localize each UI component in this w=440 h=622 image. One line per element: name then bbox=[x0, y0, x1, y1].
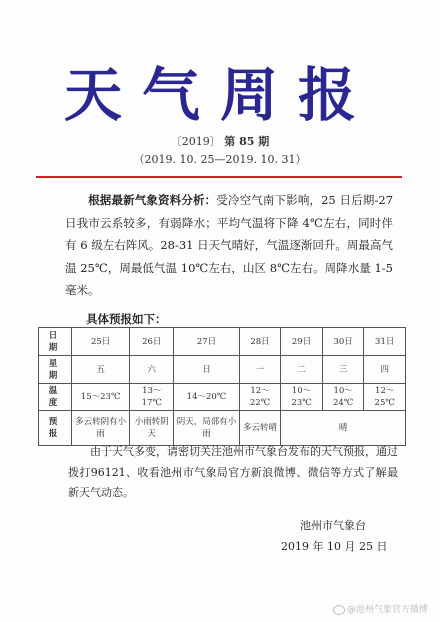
issue-year: 〔2019〕 bbox=[170, 135, 221, 148]
row-label-temp: 温 度 bbox=[39, 384, 72, 411]
table-cell: 10～23℃ bbox=[281, 384, 323, 411]
date-range: （2019. 10. 25—2019. 10. 31） bbox=[133, 153, 307, 166]
table-row-date bbox=[39, 328, 406, 356]
issuer-name: 池州市气象台 bbox=[300, 519, 366, 532]
row-label-date: 日 期 bbox=[39, 328, 72, 356]
table-cell: 29日 bbox=[281, 328, 323, 356]
table-cell: 14～20℃ bbox=[174, 384, 239, 411]
row-label-weekday: 星 期 bbox=[39, 356, 72, 384]
table-cell: 一 bbox=[239, 356, 281, 384]
advisory-note: 由于天气多变，请密切关注池州市气象台发布的天气预报，通过拨打96121、收看池州市气象局官方新浪微博、微信等方式了解最新天气动态。 bbox=[68, 445, 398, 499]
table-cell: 四 bbox=[364, 356, 406, 384]
table-row-forecast bbox=[39, 411, 406, 446]
issue-number: 第 85 期 bbox=[224, 135, 270, 148]
table-cell: 多云转阴有小雨 bbox=[72, 411, 130, 446]
table-cell: 31日 bbox=[364, 328, 406, 356]
row-label-forecast: 预 报 bbox=[39, 411, 72, 446]
table-cell: 二 bbox=[281, 356, 323, 384]
table-row-weekday bbox=[39, 356, 406, 384]
table-cell: 六 bbox=[130, 356, 174, 384]
table-cell: 晴 bbox=[281, 411, 406, 446]
table-row-temp bbox=[39, 384, 406, 411]
report-title: 天气周报 bbox=[63, 61, 376, 129]
table-cell: 26日 bbox=[130, 328, 174, 356]
table-cell: 多云转晴 bbox=[239, 411, 281, 446]
issue-date: 2019 年 10 月 25 日 bbox=[281, 540, 388, 553]
table-cell: 阴天，局部有小雨 bbox=[174, 411, 239, 446]
table-cell: 28日 bbox=[239, 328, 281, 356]
table-cell: 12～25℃ bbox=[364, 384, 406, 411]
watermark bbox=[333, 602, 428, 615]
forecast-heading: 具体预报如下： bbox=[86, 312, 167, 326]
table-cell: 五 bbox=[72, 356, 130, 384]
red-divider bbox=[36, 176, 402, 178]
table-cell: 10～24℃ bbox=[322, 384, 364, 411]
table-cell: 三 bbox=[322, 356, 364, 384]
analysis-text: 受冷空气南下影响，25 日后期-27 日我市云系较多，有弱降水；平均气温将下降 4℃左右，同时伴有 6 级左右阵风。28-31 日天气晴好，气温逐渐回升。周最高气温 25℃，周最低气温 10℃左右，山区 8℃左右。周降水量 1-5 毫米。 bbox=[65, 193, 394, 297]
issue-line bbox=[0, 133, 440, 149]
table-cell: 15～23℃ bbox=[72, 384, 130, 411]
table-cell: 13～17℃ bbox=[130, 384, 174, 411]
table-cell: 30日 bbox=[322, 328, 364, 356]
table-cell: 12～22℃ bbox=[239, 384, 281, 411]
table-cell: 27日 bbox=[174, 328, 239, 356]
table-cell: 日 bbox=[174, 356, 239, 384]
table-cell: 小雨转阴天 bbox=[130, 411, 174, 446]
analysis-lead: 根据最新气象资料分析： bbox=[88, 193, 217, 207]
weibo-icon bbox=[333, 605, 345, 615]
watermark-text: @池州气象官方微博 bbox=[346, 605, 428, 615]
analysis-paragraph bbox=[65, 189, 393, 302]
forecast-table bbox=[38, 327, 406, 446]
table-cell: 25日 bbox=[72, 328, 130, 356]
